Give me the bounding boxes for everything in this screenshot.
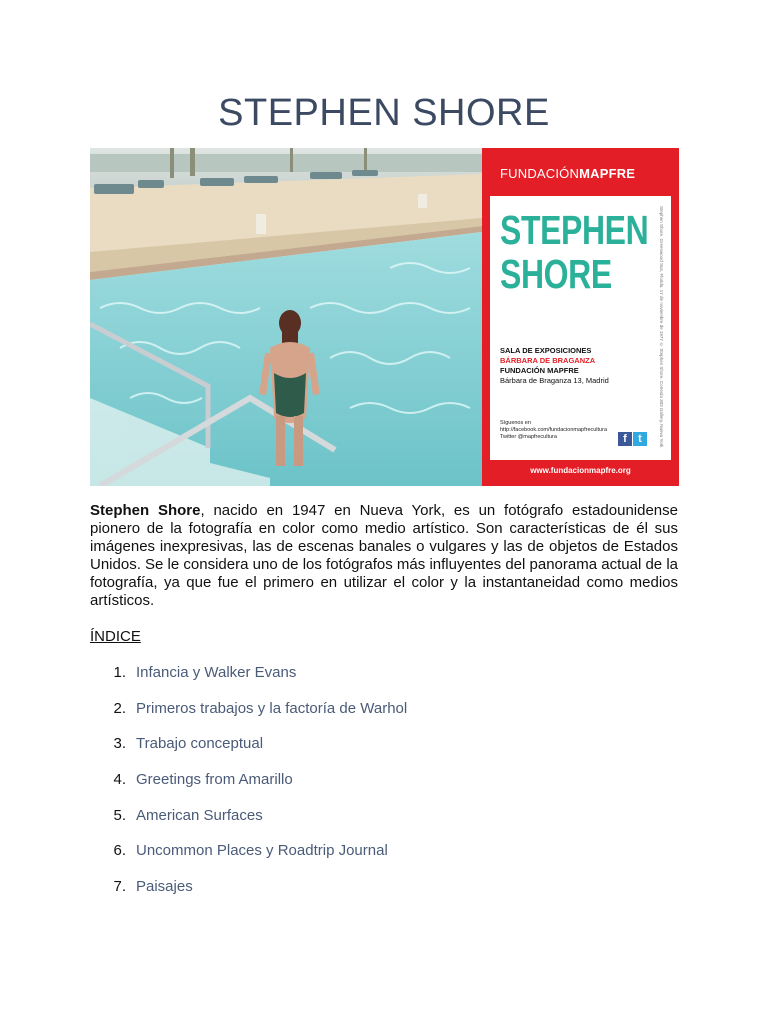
toc-link-primeros-trabajos[interactable]: Primeros trabajos y la factoría de Warhol — [136, 699, 408, 717]
brand-logo: FUNDACIÓNMAPFRE — [500, 166, 636, 181]
toc-number: 4. — [113, 771, 126, 789]
intro-text: , nacido en 1947 en Nueva York, es un fotógrafo estadounidense pionero de la fotografía en color como medio artístico. Son características de él sus imágenes inexpresivas, las de escenas banales o vulgares y las de objetos de Estados Unidos. Se le considera uno de los fotógrafos más influyentes del panorama actual de la fotografía, ya que fue el primero en utilizar el color y la instantaneidad como medios artísticos. — [90, 502, 678, 609]
exhibition-poster — [90, 148, 679, 486]
toc-link-infancia[interactable]: Infancia y Walker Evans — [136, 664, 297, 681]
toc-number: 6. — [113, 842, 126, 860]
facebook-icon: f — [618, 432, 632, 446]
poster-title: STEPHEN SHORE — [500, 207, 649, 297]
venue-info: SALA DE EXPOSICIONES BÁRBARA DE BRAGANZA FUNDACIÓN MAPFRE Bárbara de Braganza 13, Madrid — [500, 346, 609, 385]
photo-credit: Stephen Shore. Greenwood Sun, Florida. 17 de noviembre de 1977 © Stephen Shore. Cortesía 303 Gallery, Nueva York — [659, 206, 664, 448]
toc-number: 1. — [113, 664, 126, 681]
social-info: Síguenos en http://facebook.com/fundacionmapfrecultura Twitter @mapfrecultura — [500, 420, 608, 440]
toc-link-trabajo-conceptual[interactable]: Trabajo conceptual — [136, 735, 264, 753]
toc-link-american-surfaces[interactable]: American Surfaces — [136, 806, 263, 824]
toc-link-uncommon-places[interactable]: Uncommon Places y Roadtrip Journal — [136, 842, 388, 860]
toc-number: 7. — [113, 878, 126, 896]
pool-photo — [90, 148, 482, 486]
twitter-icon: t — [633, 432, 647, 446]
toc-number: 5. — [113, 806, 126, 824]
page-title: STEPHEN SHORE — [218, 92, 550, 134]
intro-paragraph — [90, 502, 678, 610]
poster-content — [490, 196, 671, 460]
index-heading: ÍNDICE — [90, 628, 141, 645]
toc-link-paisajes[interactable]: Paisajes — [136, 878, 193, 896]
toc-number: 2. — [113, 699, 126, 717]
toc-link-greetings[interactable]: Greetings from Amarillo — [136, 771, 293, 789]
artist-name: Stephen Shore — [90, 502, 201, 519]
poster-url: www.fundacionmapfre.org — [530, 466, 631, 475]
toc-number: 3. — [113, 735, 126, 753]
poster-panel — [482, 148, 679, 486]
